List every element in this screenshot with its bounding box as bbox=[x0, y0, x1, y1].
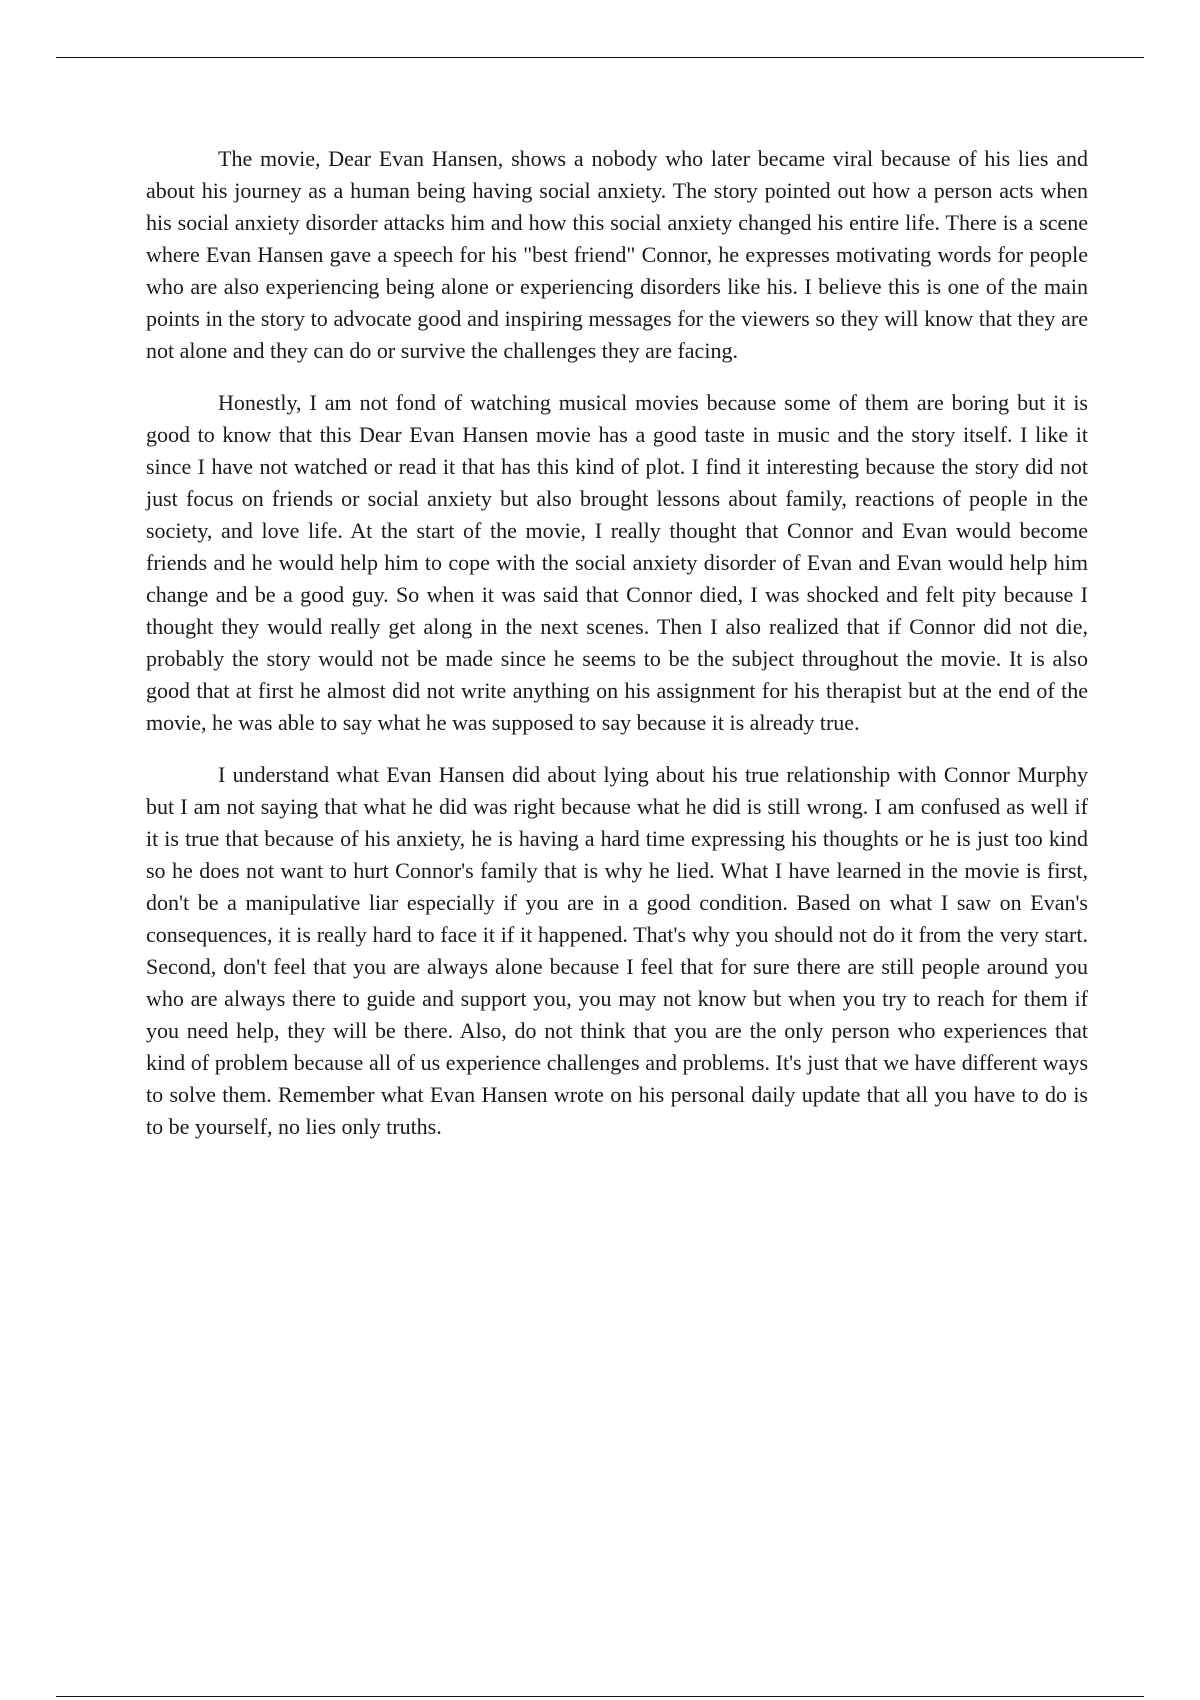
paragraph-2: Honestly, I am not fond of watching musical movies because some of them are boring but it is good to know that this Dear Evan Hansen movie has a good taste in music and the story itself. I like it since I have not watched or read it that has this kind of plot. I find it interesting because the story did not just focus on friends or social anxiety but also brought lessons about family, reactions of people in the society, and love life. At the start of the movie, I really thought that Connor and Evan would become friends and he would help him to cope with the social anxiety disorder of Evan and Evan would help him change and be a good guy. So when it was said that Connor died, I was shocked and felt pity because I thought they would really get along in the next scenes. Then I also realized that if Connor did not die, probably the story would not be made since he seems to be the subject throughout the movie. It is also good that at first he almost did not write anything on his assignment for his therapist but at the end of the movie, he was able to say what he was supposed to say because it is already true. bbox=[146, 390, 1088, 735]
paragraph-1: The movie, Dear Evan Hansen, shows a nobody who later became viral because of his lies and about his journey as a human being having social anxiety. The story pointed out how a person acts when his social anxiety disorder attacks him and how this social anxiety changed his entire life. There is a scene where Evan Hansen gave a speech for his "best friend" Connor, he expresses motivating words for people who are also experiencing being alone or experiencing disorders like his. I believe this is one of the main points in the story to advocate good and inspiring messages for the viewers so they will know that they are not alone and they can do or survive the challenges they are facing. bbox=[146, 146, 1088, 363]
document-body bbox=[146, 143, 1088, 1163]
paragraph-3: I understand what Evan Hansen did about lying about his true relationship with Connor Murphy but I am not saying that what he did was right because what he did is still wrong. I am confused as well if it is true that because of his anxiety, he is having a hard time expressing his thoughts or he is just too kind so he does not want to hurt Connor's family that is why he lied. What I have learned in the movie is first, don't be a manipulative liar especially if you are in a good condition. Based on what I saw on Evan's consequences, it is really hard to face it if it happened. That's why you should not do it from the very start. Second, don't feel that you are always alone because I feel that for sure there are still people around you who are always there to guide and support you, you may not know but when you try to reach for them if you need help, they will be there. Also, do not think that you are the only person who experiences that kind of problem because all of us experience challenges and problems. It's just that we have different ways to solve them. Remember what Evan Hansen wrote on his personal daily update that all you have to do is to be yourself, no lies only truths. bbox=[146, 762, 1088, 1139]
footer-rule bbox=[56, 1696, 1144, 1697]
header-rule bbox=[56, 57, 1144, 58]
